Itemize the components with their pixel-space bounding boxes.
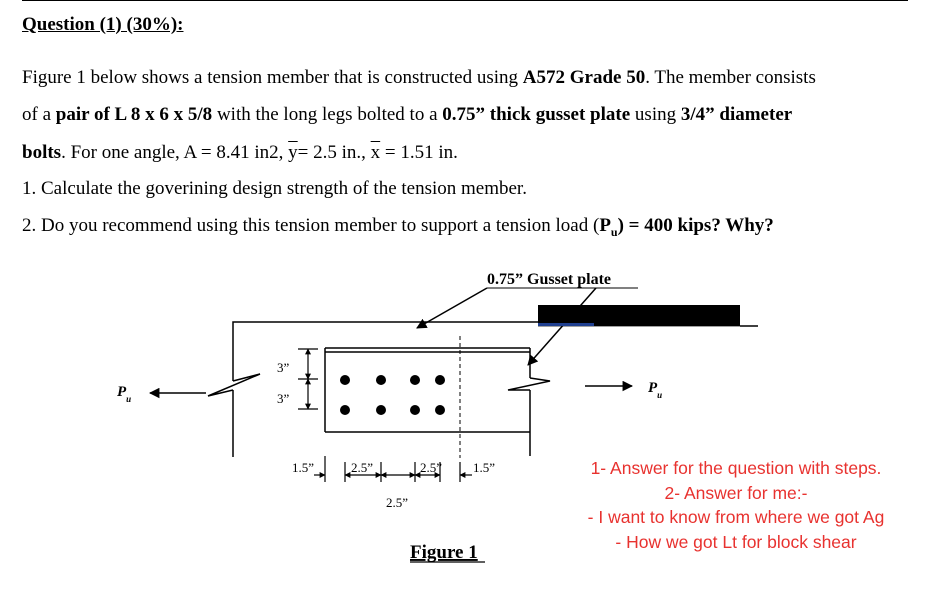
text-span: using <box>630 104 681 125</box>
bolt-diameter: 3/4” diameter <box>680 104 793 125</box>
redaction-box <box>538 305 740 326</box>
text-span: of a <box>22 104 56 125</box>
bolt-holes <box>340 375 445 415</box>
bolt <box>435 405 445 415</box>
x-bar-symbol: $\overline{x}$ <box>370 142 381 163</box>
note-line-1: 1- Answer for the question with steps. <box>590 458 882 478</box>
text-span: . For one angle, A = 8.41 in2, <box>61 142 289 163</box>
redaction-edge <box>538 323 594 326</box>
break-line-left <box>208 374 260 396</box>
bolts-word: bolts <box>22 142 62 163</box>
note-line-4: - How we got Lt for block shear <box>615 531 857 552</box>
bolt <box>376 375 386 385</box>
paragraph-line-3 <box>22 142 458 164</box>
load-symbol: P <box>599 215 611 236</box>
dim-horizontal-1: 1.5” <box>292 460 315 475</box>
text-span: 2. Do you recommend using this tension member to support a tension load ( <box>22 215 600 236</box>
load-subscript: u <box>610 224 618 239</box>
figure-caption: Figure 1 <box>410 542 478 563</box>
load-value: ) = 400 kips? Why? <box>617 215 774 236</box>
angle-member <box>325 348 530 456</box>
vertical-dimensions <box>298 349 318 409</box>
text-span: = 2.5 in., <box>297 142 371 163</box>
y-bar-symbol: $\overline{y}$ <box>288 142 298 163</box>
break-line-right <box>508 378 550 390</box>
question-item-1: 1. Calculate the goverining design strength of the tension member. <box>22 178 527 199</box>
top-rule <box>22 0 908 1</box>
bolt <box>376 405 386 415</box>
bolt <box>340 405 350 415</box>
text-span: = 1.51 in. <box>380 142 458 163</box>
load-label-left: $P_u$ <box>117 384 132 404</box>
paragraph-line-1 <box>22 67 816 89</box>
dim-vertical-2: 3” <box>277 391 290 406</box>
bolt <box>340 375 350 385</box>
bolt <box>435 375 445 385</box>
paragraph-line-2 <box>22 104 792 126</box>
angle-section: pair of L 8 x 6 x 5/8 <box>55 104 213 125</box>
bolt <box>410 375 420 385</box>
dim-horizontal-mid: 2.5” <box>386 495 409 510</box>
question-title: Question (1) (30%): <box>22 14 184 35</box>
dim-vertical-1: 3” <box>277 360 290 375</box>
help-note <box>548 456 924 554</box>
text-span: with the long legs bolted to a <box>212 104 443 125</box>
question-item-2 <box>22 215 774 240</box>
dim-horizontal-2: 2.5” <box>351 460 374 475</box>
bolt <box>410 405 420 415</box>
gusset-thickness: 0.75” thick gusset plate <box>442 104 631 125</box>
leader-arrow-right <box>528 288 596 365</box>
dim-horizontal-3: 2.5” <box>420 460 443 475</box>
horizontal-dimensions <box>314 456 472 482</box>
material-grade: A572 Grade 50 <box>522 67 646 88</box>
text-span: Figure 1 below shows a tension member that is constructed using <box>22 67 523 88</box>
dim-horizontal-4: 1.5” <box>473 460 496 475</box>
load-label-right: $P_u$ <box>648 380 663 400</box>
note-line-2: 2- Answer for me:- <box>664 482 808 503</box>
text-span: . The member consists <box>645 67 816 88</box>
gusset-plate-label: 0.75” Gusset plate <box>487 271 611 288</box>
note-line-3: - I want to know from where we got Ag <box>587 507 885 527</box>
